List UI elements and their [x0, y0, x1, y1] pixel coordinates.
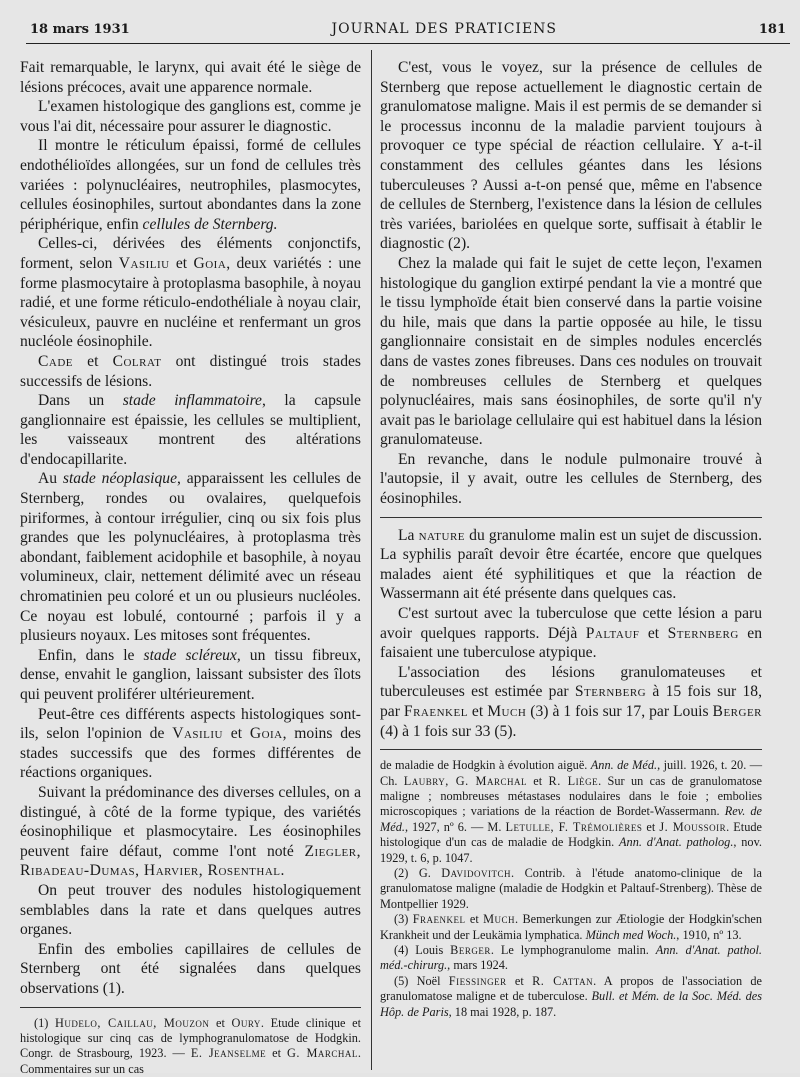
- section-rule: [380, 517, 762, 518]
- paragraph: [380, 663, 762, 741]
- text-run: (4) à 1 fois sur 33 (5).: [380, 723, 516, 740]
- paragraph: C'est, vous le voyez, sur la présence de cellules de Sternberg que repose actuellement le diagnostic certain de granulomatose maligne. Mais il est permis de se demander si le processus inconnu de la maladie parvient toujours à provoquer ce type spécial de réaction cellulaire. Y a-t-il constamment des cellules géantes dans les lésions tuberculeuses ? Aussi a-t-on pensé que, même en l'absence de cellules de Sternberg, l'existence dans la lésion de cellules très variées, bariolées en quelque sorte, suffisait à établir le diagnostic (2).: [380, 58, 762, 254]
- author-name: R. Cattan: [532, 974, 593, 988]
- author-name: Davidovitch: [441, 866, 511, 880]
- text-run: à 15 fois sur 18, par: [380, 683, 762, 720]
- fn-number: (2) G.: [394, 866, 441, 880]
- author-name: J. Moussoir: [659, 820, 726, 834]
- author-name: E. Jeanselme: [191, 1046, 266, 1060]
- footnote: [380, 866, 762, 912]
- paragraph: Fait remarquable, le larynx, qui avait été le siège de lésions précoces, avait une apparence normale.: [20, 58, 361, 97]
- paragraph: [380, 526, 762, 604]
- text-run: et: [266, 1046, 287, 1060]
- author-name: Sternberg: [575, 683, 646, 700]
- footnote: [380, 943, 762, 974]
- paragraph: [20, 783, 361, 881]
- paragraph: Chez la malade qui fait le sujet de cette leçon, l'examen histologique du ganglion extirpé pendant la vie a montré que le tissu lymphoïde était bien conservé dans la partie voisine du hile, mais que dans la partie opposée au hile, le tissu ganglionnaire consistait en de simples nodules encerclés dans de vastes zones fibreuses. Dans ces nodules on trouvait de nombreuses cellules de Sternberg et quelques polynucléaires, mais sans éosinophiles, de sorte qu'il n'y avait pas le bariolage cellulaire qui est habituel dans la lésion granulomateuse.: [380, 254, 762, 450]
- text-run: , mars 1924.: [447, 958, 508, 972]
- keyword: nature: [419, 527, 465, 544]
- text-run: . Etude clinique et histologique sur cinq cas de lymphogranulomatose de Hodgkin. Congr. de Strasbourg, 1923. —: [20, 1016, 361, 1061]
- text-run: Enfin, dans le: [38, 647, 144, 664]
- author-name: Much: [487, 703, 526, 720]
- paragraph: [380, 604, 762, 663]
- text-run: Celles-ci, dérivées des éléments conjonctifs, forment, selon: [20, 235, 361, 272]
- author-name: Letulle, F. Trémolières: [505, 820, 642, 834]
- fn-number: (3): [394, 912, 413, 926]
- text-run: Au: [38, 470, 63, 487]
- journal-name: Ann. d'Anat. patholog.: [619, 835, 733, 849]
- text-run: . Le lymphogranulome malin.: [491, 943, 656, 957]
- text-run: , juill. 1926, t. 20. — Ch.: [380, 758, 762, 787]
- text-run: , 1910, nº 13.: [676, 928, 741, 942]
- page-number: 181: [759, 22, 786, 37]
- column-divider: [371, 50, 372, 1070]
- paragraph: En revanche, dans le nodule pulmonaire trouvé à l'autopsie, il y avait, outre les cellules de Sternberg, des éosinophiles.: [380, 450, 762, 509]
- fn-number: (4) Louis: [394, 943, 450, 957]
- journal-name: Ann. de Méd.: [591, 758, 657, 772]
- journal-name: Rev. de Méd.: [380, 804, 762, 833]
- author-name: Berger: [713, 703, 762, 720]
- header-rule: [26, 43, 790, 44]
- footnote-rule: [20, 1007, 361, 1008]
- text-run: , moins des stades successifs que des formes différentes de réactions organiques.: [20, 725, 361, 781]
- text-run: et: [642, 820, 659, 834]
- italic-term: stade scléreux: [144, 647, 237, 664]
- text-run: et: [209, 1016, 231, 1030]
- text-run: de maladie de Hodgkin à évolution aiguë.: [380, 758, 591, 772]
- text-run: et: [73, 353, 113, 370]
- paragraph: [20, 391, 361, 469]
- paragraph: [20, 646, 361, 705]
- paragraph: [20, 469, 361, 645]
- text-run: , 1927, nº 6. — M.: [405, 820, 506, 834]
- paragraph: On peut trouver des nodules histologiquement semblables dans la rate et dans quelques autres organes.: [20, 881, 361, 940]
- text-run: Dans un: [38, 392, 123, 409]
- text-run: et: [527, 774, 549, 788]
- text-run: , un tissu fibreux, dense, envahit le ganglion, laissant subsister des îlots qui peuvent proliférer ultérieurement.: [20, 647, 361, 703]
- footnote: [380, 912, 762, 943]
- author-name: Cade: [38, 353, 73, 370]
- author-name: Hudelo, Caillau, Mouzon: [55, 1016, 209, 1030]
- footnote: [380, 974, 762, 1020]
- author-name: Paltauf: [586, 625, 640, 642]
- text-run: . Contrib. à l'étude anatomo-clinique de la granulomatose maligne (maladie de Hodgkin et Paltauf-Strenberg). Thèse de Montpellier 1929.: [380, 866, 762, 911]
- author-name: Vasiliu: [119, 255, 170, 272]
- text-run: (3) à 1 fois sur 17, par Louis: [526, 703, 712, 720]
- text-run: Peut-être ces différents aspects histologiques sont-ils, selon l'opinion de: [20, 706, 361, 743]
- footnotes: [380, 758, 762, 1020]
- fn-number: (1): [34, 1016, 55, 1030]
- author-name: Oury: [232, 1016, 261, 1030]
- paragraph: Enfin des embolies capillaires de cellules de Sternberg ont été signalées dans quelques observations (1).: [20, 940, 361, 999]
- paragraph: [20, 234, 361, 352]
- author-name: Berger: [450, 943, 491, 957]
- journal-name: Bull. et Mém. de la Soc. Méd. des Hôp. de Paris: [380, 989, 762, 1018]
- page-header: [30, 18, 786, 40]
- text-run: Il montre le réticulum épaissi, formé de cellules endothélioïdes allongées, sur un fond de cellules très variées : polynucléaires, neutrophiles, plasmocytes, cellules éosinophiles, surtout abondantes dans la zone périphérique, enfin: [20, 137, 361, 232]
- text-run: Suivant la prédominance des diverses cellules, on a distingué, à côté de la forme typique, des variétés éosinophilique et plasmocytaire. Les éosinophiles peuvent faire défaut, comme l'ont noté: [20, 784, 361, 860]
- text-run: . Etude histologique d'un cas de maladie de Hodgkin.: [380, 820, 762, 849]
- text-run: C'est surtout avec la tuberculose que cette lésion a paru avoir quelques rapports. Déjà: [380, 605, 762, 642]
- paragraph: [20, 136, 361, 234]
- header-date: 18 mars 1931: [30, 22, 130, 37]
- paragraph: L'examen histologique des ganglions est, comme je vous l'ai dit, nécessaire pour assurer le diagnostic.: [20, 97, 361, 136]
- text-run: du granulome malin est un sujet de discussion. La syphilis paraît devoir être écartée, encore que quelques malades aient été syphilitiques et que la réaction de Wassermann ait été présente dans quelques cas.: [380, 527, 762, 603]
- footnote-rule: [380, 749, 762, 750]
- text-run: ont distingué trois stades successifs de lésions.: [20, 353, 361, 390]
- author-name: Fraenkel: [404, 703, 468, 720]
- text-run: . Bemerkungen zur Ætiologie der Hodgkin'schen Krankheit und der Leukämia lymphatica.: [380, 912, 762, 941]
- author-name: Fraenkel: [413, 912, 466, 926]
- author-name: G. Marchal: [287, 1046, 358, 1060]
- text-run: , apparaissent les cellules de Sternberg, rondes ou ovalaires, quelquefois piriformes, à contour irrégulier, cinq ou six fois plus grandes que les polynucléaires, à protoplasma très abondant, faiblement acidophile et basophile, à noyau volumineux, clair, nettement délimité avec un réseau chromatinien peu coloré et un ou plusieurs nucléoles. Ce noyau est lobulé, contourné ; parfois il y a plusieurs noyaux. Les mitoses sont fréquentes.: [20, 470, 361, 644]
- text-run: , nov. 1929, t. 6, p. 1047.: [380, 835, 762, 864]
- author-name: Goia: [250, 725, 283, 742]
- footnotes: [20, 1016, 361, 1077]
- author-name: Sternberg: [668, 625, 739, 642]
- author-name: Goia: [193, 255, 226, 272]
- text-run: et: [507, 974, 532, 988]
- text-run: , la capsule ganglionnaire est épaissie, les cellules se multiplient, les vaisseaux montrent des altérations d'endocapillarite.: [20, 392, 361, 468]
- fn-number: (5) Noël: [394, 974, 449, 988]
- text-run: La: [398, 527, 419, 544]
- author-name: Fiessinger: [449, 974, 507, 988]
- author-name: Vasiliu: [172, 725, 223, 742]
- text-run: . Sur un cas de granulomatose maligne ; nombreuses métastases nodulaires dans le foie ; embolies microscopiques ; variations de la réaction de Bordet-Wassermann.: [380, 774, 762, 819]
- footnote: [20, 1016, 361, 1077]
- text-run: et: [223, 725, 250, 742]
- right-column: [380, 58, 762, 1020]
- paragraph: [20, 352, 361, 391]
- text-run: et: [466, 912, 484, 926]
- footnote-continuation: [380, 758, 762, 866]
- text-run: . A propos de l'association de granulomatose maligne et de tuberculose.: [380, 974, 762, 1003]
- author-name: Laubry, G. Marchal: [404, 774, 527, 788]
- italic-term: stade inflammatoire: [123, 392, 262, 409]
- text-run: et: [468, 703, 487, 720]
- text-run: et: [639, 625, 667, 642]
- left-column: [20, 58, 361, 1077]
- author-name: Much: [483, 912, 515, 926]
- author-name: Colrat: [113, 353, 162, 370]
- text-run: , 18 mai 1928, p. 187.: [449, 1005, 557, 1019]
- journal-name: Münch med Woch.: [586, 928, 677, 942]
- text-run: , deux variétés : une forme plasmocytaire à protoplasma basophile, à noyau radié, et une forme réticulo-endothéliale à noyau clair, vésiculeux, pauvre en nucléine et renfermant un gros nucléole éosinophile.: [20, 255, 361, 350]
- author-names: Ziegler, Ribadeau-Dumas, Harvier, Rosenthal.: [20, 843, 361, 880]
- author-name: R. Liège: [549, 774, 599, 788]
- text-run: . Commentaires sur un cas: [20, 1046, 361, 1075]
- journal-name: Ann. d'Anat. pathol. méd.-chirurg.: [380, 943, 762, 972]
- italic-term: cellules de Sternberg.: [143, 216, 278, 233]
- italic-term: stade néoplasique: [63, 470, 177, 487]
- journal-title: JOURNAL DES PRATICIENS: [332, 21, 558, 37]
- text-run: et: [170, 255, 194, 272]
- text-run: L'association des lésions granulomateuses et tuberculeuses est estimée par: [380, 664, 762, 701]
- text-run: en faisaient une tuberculose atypique.: [380, 625, 762, 662]
- paragraph: [20, 705, 361, 783]
